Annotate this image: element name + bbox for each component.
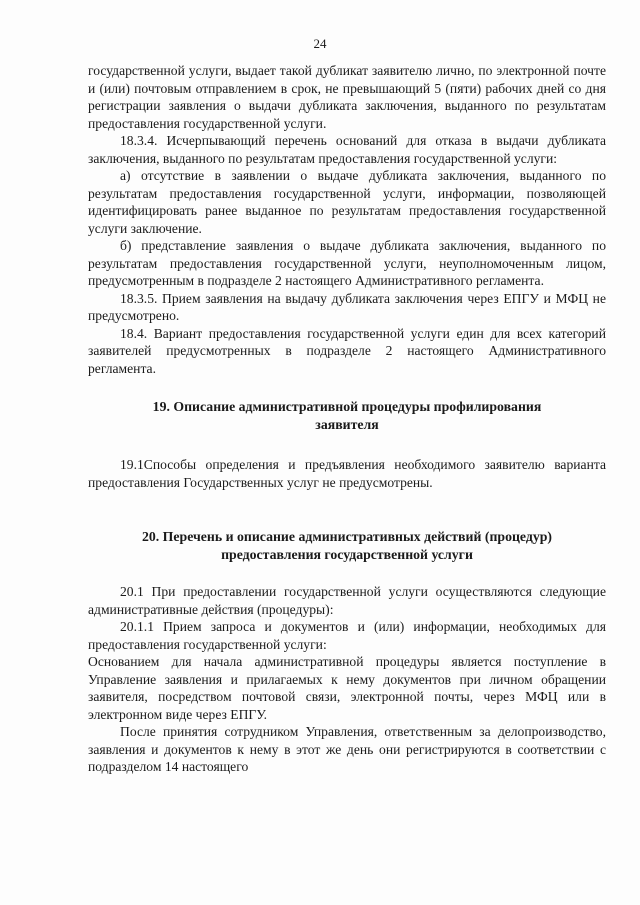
section-20-heading-line-2: предоставления государственной услуги	[221, 546, 473, 562]
paragraph-19-1: 19.1Способы определения и предъявления необходимого заявителю варианта предоставления Государственных услуг не предусмотрены.	[88, 457, 606, 490]
paragraph-18-4: 18.4. Вариант предоставления государственной услуги един для всех категорий заявителей предусмотренных в подразделе 2 настоящего Административного регламента.	[88, 325, 606, 376]
paragraph-18-3-5: 18.3.5. Прием заявления на выдачу дубликата заключения через ЕПГУ и МФЦ не предусмотрено.	[88, 290, 606, 323]
section-19	[88, 398, 606, 491]
paragraph-grounds: Основанием для начала административной процедуры является поступление в Управление заявления и прилагаемых к нему документов при личном обращении заявителя, посредством почтовой связи, электронной почты, через МФЦ или в электронном виде через ЕПГУ.	[88, 654, 606, 722]
paragraph-18-3-4: 18.3.4. Исчерпывающий перечень оснований для отказа в выдачи дубликата заключения, выданного по результатам предоставления государственной услуги:	[88, 133, 606, 166]
paragraph-20-1: 20.1 При предоставлении государственной услуги осуществляются следующие административные действия (процедуры):	[88, 584, 606, 617]
section-19-heading-line-2: заявителя	[315, 416, 379, 432]
paragraph-registration: После принятия сотрудником Управления, ответственным за делопроизводство, заявления и документов к нему в этот же день они регистрируются в соответствии с подразделом 14 настоящего	[88, 724, 606, 774]
section-20-body	[88, 583, 606, 776]
paragraph-continuation: государственной услуги, выдает такой дубликат заявителю лично, по электронной почте и (или) почтовым отправлением в срок, не превышающий 5 (пяти) рабочих дней со дня регистрации заявления о выдачи дубликата заключения, выданного по результатам предоставления государственной услуги.	[88, 63, 606, 131]
section-20-heading-line-1: 20. Перечень и описание административных действий (процедур)	[141, 529, 553, 544]
document-body	[88, 62, 606, 776]
section-19-heading-line-1: 19. Описание административной процедуры профилирования	[152, 399, 542, 414]
section-20	[88, 528, 606, 776]
paragraph-item-a: а) отсутствие в заявлении о выдаче дубликата заключения, выданного по результатам предоставления государственной услуги, информации, позволяющей идентифицировать ранее выданное по результатам предоставления государственной услуги заключение.	[88, 168, 606, 236]
paragraph-item-b: б) представление заявления о выдаче дубликата заключения, выданного по результатам предоставления государственной услуги, неуполномоченным лицом, предусмотренным в подразделе 2 настоящего Административного регламента.	[88, 238, 606, 288]
page-number: 24	[313, 36, 327, 51]
paragraph-20-1-1: 20.1.1 Прием запроса и документов и (или) информации, необходимых для предоставления государственной услуги:	[88, 619, 606, 652]
